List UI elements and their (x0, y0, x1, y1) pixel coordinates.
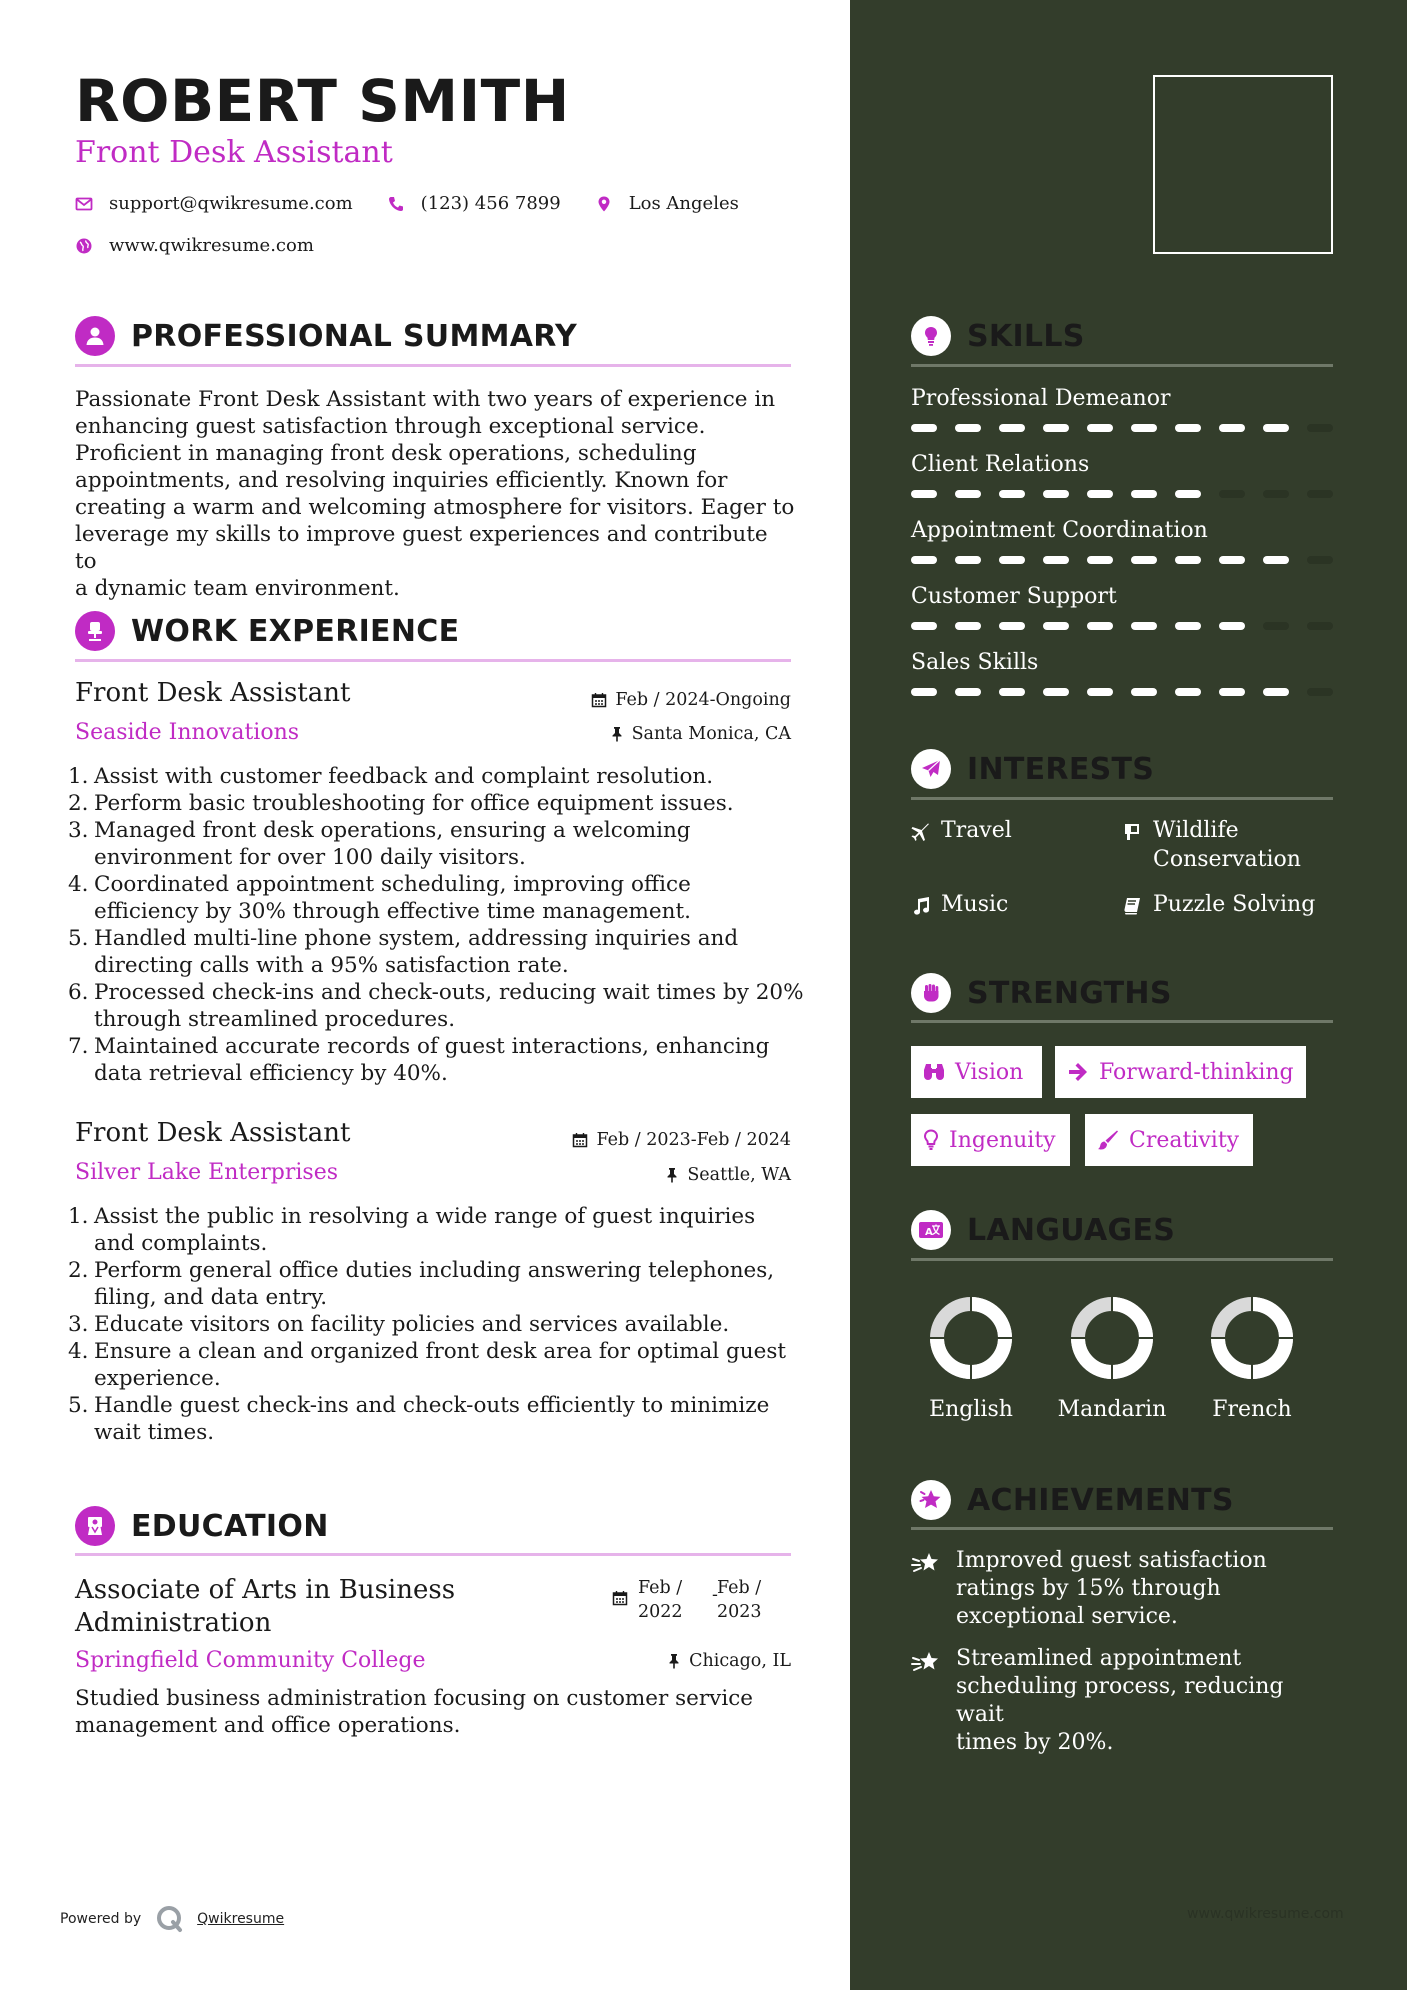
bullet-line: Perform basic troubleshooting for office equipment issues. (94, 791, 734, 816)
skill-level-bar (911, 688, 1333, 696)
achievement-line: scheduling process, reducing wait (956, 1674, 1284, 1727)
education-title: EDUCATION (131, 1508, 329, 1544)
skill-dash-filled (1043, 556, 1069, 564)
experience-title: WORK EXPERIENCE (131, 613, 460, 649)
achievement-line: Improved guest satisfaction (956, 1548, 1267, 1573)
strength-badge (1085, 1114, 1253, 1166)
skill-dash-filled (1087, 622, 1113, 630)
education-heading (75, 1506, 329, 1546)
skill-dash-empty (1263, 490, 1289, 498)
interest-label: Travel (941, 818, 1012, 843)
skill-dash-filled (955, 622, 981, 630)
skill-dash-filled (1219, 622, 1245, 630)
interest-item (1123, 890, 1315, 919)
job-bullets (68, 763, 805, 1087)
envelope-icon (75, 195, 93, 213)
svg-text:A: A (925, 1227, 933, 1238)
bullet-line: Managed front desk operations, ensuring a welcoming (94, 818, 691, 843)
summary-title: PROFESSIONAL SUMMARY (131, 318, 578, 354)
strengths-title: STRENGTHS (967, 975, 1172, 1011)
skill-level-bar (911, 490, 1333, 498)
bullet-item (68, 763, 805, 790)
bullet-number: 4. (68, 1339, 89, 1364)
job-company: Seaside Innovations (75, 720, 300, 745)
skill-dash-filled (1263, 424, 1289, 432)
skill-dash-empty (1263, 622, 1289, 630)
job-location (540, 1165, 791, 1185)
skill-dash-filled (1175, 688, 1201, 696)
globe-icon (75, 237, 93, 255)
bullet-item (68, 1257, 805, 1311)
skill-dash-filled (911, 490, 937, 498)
description-line: management and office operations. (75, 1713, 461, 1738)
footer-powered-by (60, 1904, 284, 1934)
bullet-number: 3. (68, 818, 89, 843)
education-start-date (638, 1576, 683, 1624)
bullet-line: data retrieval efficiency by 40%. (94, 1061, 448, 1086)
bullet-line: Handled multi-line phone system, addressing inquiries and (94, 926, 739, 951)
skill-dash-filled (999, 424, 1025, 432)
strength-label: Ingenuity (949, 1127, 1056, 1153)
skill-dash-filled (1263, 556, 1289, 564)
photo-placeholder (1153, 75, 1333, 254)
skill-dash-filled (999, 622, 1025, 630)
strengths-divider (911, 1020, 1333, 1023)
contact-phone[interactable] (387, 193, 561, 214)
calendar-icon (591, 692, 607, 708)
language-label: English (929, 1397, 1013, 1422)
bullet-line: wait times. (94, 1420, 215, 1445)
job-title: Front Desk Assistant (75, 678, 351, 708)
strength-label: Forward-thinking (1099, 1059, 1294, 1085)
binoculars-icon (923, 1062, 945, 1082)
bullet-line: Assist the public in resolving a wide range of guest inquiries (94, 1204, 756, 1229)
bullet-line: Coordinated appointment scheduling, improving office (94, 872, 691, 897)
interest-label: Puzzle Solving (1153, 892, 1316, 917)
skill-dash-filled (955, 556, 981, 564)
website-text: www.qwikresume.com (109, 235, 314, 256)
achievement-line: Streamlined appointment (956, 1646, 1242, 1671)
school-name: Springfield Community College (75, 1648, 426, 1673)
powered-by-text: Powered by (60, 1911, 142, 1927)
skill-dash-filled (1219, 424, 1245, 432)
job-location-text: Santa Monica, CA (631, 724, 791, 744)
translate-icon (911, 1210, 951, 1250)
bullet-number: 3. (68, 1312, 89, 1337)
skill-dash-filled (1043, 688, 1069, 696)
skill-dash-empty (1219, 490, 1245, 498)
strength-badge (911, 1046, 1042, 1098)
skill-label: Professional Demeanor (911, 386, 1171, 411)
skill-label: Sales Skills (911, 650, 1039, 675)
contact-row-1 (75, 193, 773, 214)
skill-dash-filled (1087, 490, 1113, 498)
skill-dash-filled (1175, 424, 1201, 432)
interests-heading (911, 749, 1154, 789)
location-text: Los Angeles (628, 193, 739, 214)
skill-dash-filled (1263, 688, 1289, 696)
skill-dash-filled (1175, 556, 1201, 564)
qwikresume-logo-icon (155, 1904, 185, 1934)
bullet-number: 2. (68, 1258, 89, 1283)
bullet-line: through streamlined procedures. (94, 1007, 456, 1032)
bullet-line: experience. (94, 1366, 221, 1391)
interest-item (911, 816, 1012, 845)
education-end-date (717, 1576, 762, 1624)
phone-text: (123) 456 7899 (420, 193, 561, 214)
summary-line: a dynamic team environment. (75, 576, 400, 601)
bullet-line: filing, and data entry. (94, 1285, 328, 1310)
footer-website[interactable]: www.qwikresume.com (1187, 1906, 1344, 1922)
calendar-icon (612, 1590, 628, 1606)
skill-dash-filled (1219, 556, 1245, 564)
bullet-line: Ensure a clean and organized front desk area for optimal guest (94, 1339, 786, 1364)
experience-divider (75, 659, 791, 662)
arrow-right-icon (1067, 1062, 1089, 1082)
skill-label: Client Relations (911, 452, 1090, 477)
end-month: Feb / (717, 1578, 762, 1598)
skill-dash-empty (1307, 424, 1333, 432)
plane-icon (911, 822, 931, 842)
contact-website[interactable] (75, 235, 314, 256)
skill-dash-filled (1131, 622, 1157, 630)
pushpin-icon (610, 726, 624, 742)
skill-dash-filled (911, 688, 937, 696)
end-year: 2023 (717, 1602, 762, 1622)
bullet-line: Maintained accurate records of guest interactions, enhancing (94, 1034, 770, 1059)
lightbulb-icon (911, 316, 951, 356)
skill-dash-filled (1131, 688, 1157, 696)
job-company: Silver Lake Enterprises (75, 1160, 339, 1185)
summary-line: Passionate Front Desk Assistant with two years of experience in (75, 387, 776, 412)
bullet-item (68, 871, 805, 925)
achievements-heading (911, 1480, 1234, 1520)
bullet-line: Assist with customer feedback and complaint resolution. (94, 764, 714, 789)
language-label: Mandarin (1057, 1397, 1167, 1422)
skill-dash-filled (999, 688, 1025, 696)
skill-dash-empty (1307, 622, 1333, 630)
bullet-line: Processed check-ins and check-outs, reducing wait times by 20% (94, 980, 804, 1005)
skill-dash-filled (1043, 622, 1069, 630)
strengths-heading (911, 973, 1172, 1013)
lightbulb-icon (923, 1129, 939, 1151)
calendar-icon (572, 1132, 588, 1148)
bullet-line: Perform general office duties including answering telephones, (94, 1258, 775, 1283)
bullet-item (68, 925, 805, 979)
summary-line: creating a warm and welcoming atmosphere for visitors. Eager to (75, 495, 795, 520)
achievement-icon (911, 1550, 941, 1582)
interest-label: Conservation (1153, 847, 1301, 872)
achievement-line: times by 20%. (956, 1730, 1114, 1755)
degree-title (75, 1574, 455, 1640)
job-date-text: Feb / 2023-Feb / 2024 (596, 1130, 791, 1150)
skill-level-bar (911, 622, 1333, 630)
skill-dash-filled (955, 688, 981, 696)
job-date (540, 690, 791, 710)
summary-line: appointments, and resolving inquiries efficiently. Known for (75, 468, 728, 493)
flag-icon (1123, 822, 1143, 842)
achievement-line: ratings by 15% through (956, 1576, 1221, 1601)
music-icon (911, 896, 931, 916)
job-bullets (68, 1203, 805, 1446)
skill-dash-filled (999, 556, 1025, 564)
skill-dash-filled (911, 424, 937, 432)
book-icon (1123, 896, 1143, 916)
bullet-line: Handle guest check-ins and check-outs efficiently to minimize (94, 1393, 770, 1418)
skill-dash-filled (1087, 424, 1113, 432)
skill-dash-filled (1175, 622, 1201, 630)
skill-level-bar (911, 556, 1333, 564)
job-location-text: Seattle, WA (687, 1165, 791, 1185)
bullet-line: Educate visitors on facility policies and services available. (94, 1312, 730, 1337)
bullet-item (68, 1392, 805, 1446)
skill-label: Appointment Coordination (911, 518, 1208, 543)
job-date (540, 1130, 791, 1150)
bullet-item (68, 1203, 805, 1257)
bullet-number: 7. (68, 1034, 89, 1059)
candidate-name: ROBERT SMITH (75, 67, 570, 135)
summary-divider (75, 364, 791, 367)
bullet-number: 2. (68, 791, 89, 816)
skill-dash-empty (1307, 556, 1333, 564)
skill-dash-filled (1131, 556, 1157, 564)
job-title: Front Desk Assistant (75, 1118, 351, 1148)
achievement-icon (911, 1649, 941, 1681)
star-badge-icon (911, 1480, 951, 1520)
email-text: support@qwikresume.com (109, 193, 353, 214)
language-label: French (1212, 1397, 1292, 1422)
skill-dash-filled (1043, 424, 1069, 432)
interests-divider (911, 797, 1333, 800)
description-line: Studied business administration focusing on customer service (75, 1686, 753, 1711)
start-month: Feb / (638, 1578, 683, 1598)
skill-dash-filled (955, 424, 981, 432)
phone-icon (387, 195, 405, 213)
office-chair-icon (75, 611, 115, 651)
education-divider (75, 1553, 791, 1556)
skill-dash-filled (911, 556, 937, 564)
bullet-number: 1. (68, 1204, 89, 1229)
achievements-divider (911, 1527, 1333, 1530)
job-date-text: Feb / 2024-Ongoing (615, 690, 791, 710)
summary-heading (75, 316, 577, 356)
pushpin-icon (667, 1653, 681, 1669)
strength-badge (1055, 1046, 1306, 1098)
summary-line: leverage my skills to improve guest experiences and contribute to (75, 522, 768, 574)
user-icon (75, 316, 115, 356)
skill-dash-filled (1087, 556, 1113, 564)
skill-dash-filled (1131, 490, 1157, 498)
degree-line: Administration (75, 1608, 272, 1638)
date-separator: - (712, 1585, 718, 1605)
bullet-number: 6. (68, 980, 89, 1005)
skill-dash-empty (1307, 490, 1333, 498)
shooting-star-icon (911, 1649, 941, 1677)
skill-dash-empty (1307, 688, 1333, 696)
paintbrush-icon (1097, 1129, 1119, 1151)
skill-dash-filled (911, 622, 937, 630)
skill-dash-filled (1131, 424, 1157, 432)
skill-level-bar (911, 424, 1333, 432)
interest-label: Music (941, 892, 1009, 917)
bullet-item (68, 1338, 805, 1392)
summary-line: enhancing guest satisfaction through exceptional service. (75, 414, 706, 439)
achievement-text (956, 1645, 1326, 1757)
skills-title: SKILLS (967, 318, 1085, 354)
interests-title: INTERESTS (967, 751, 1155, 787)
bullet-item (68, 979, 805, 1033)
summary-line: Proficient in managing front desk operations, scheduling (75, 441, 697, 466)
languages-divider (911, 1258, 1333, 1261)
achievement-text (956, 1547, 1316, 1631)
education-description (75, 1685, 805, 1739)
bullet-line: efficiency by 30% through effective time management. (94, 899, 691, 924)
summary-text (75, 386, 795, 602)
achievements-title: ACHIEVEMENTS (967, 1482, 1234, 1518)
skill-dash-filled (1219, 688, 1245, 696)
job-location (540, 724, 791, 744)
interest-label: Wildlife (1153, 818, 1239, 843)
shooting-star-icon (911, 1550, 941, 1578)
skill-dash-filled (955, 490, 981, 498)
interest-item (911, 890, 1008, 919)
experience-heading (75, 611, 459, 651)
achievement-line: exceptional service. (956, 1604, 1178, 1629)
pushpin-icon (665, 1167, 679, 1183)
bullet-line: directing calls with a 95% satisfaction rate. (94, 953, 569, 978)
skills-divider (911, 364, 1333, 367)
paper-plane-icon (911, 749, 951, 789)
school-location-text: Chicago, IL (689, 1651, 791, 1671)
languages-heading (911, 1210, 1175, 1250)
bullet-item (68, 1033, 805, 1087)
bullet-item (68, 790, 805, 817)
bullet-number: 1. (68, 764, 89, 789)
skills-heading (911, 316, 1085, 356)
skill-label: Customer Support (911, 584, 1117, 609)
strength-label: Creativity (1129, 1127, 1240, 1153)
contact-row-2 (75, 235, 348, 256)
languages-title: LANGUAGES (967, 1212, 1176, 1248)
fist-icon (911, 973, 951, 1013)
contact-email[interactable] (75, 193, 353, 214)
start-year: 2022 (638, 1602, 683, 1622)
map-pin-icon (595, 195, 613, 213)
contact-location (595, 193, 739, 214)
strength-label: Vision (955, 1059, 1024, 1085)
education-date-icon (612, 1590, 628, 1610)
bullet-number: 5. (68, 1393, 89, 1418)
bullet-item (68, 817, 805, 871)
skill-dash-filled (1175, 490, 1201, 498)
graduate-icon (75, 1506, 115, 1546)
candidate-role: Front Desk Assistant (75, 135, 393, 170)
interest-item (1123, 816, 1301, 874)
strength-badge (911, 1114, 1070, 1166)
degree-line: Associate of Arts in Business (75, 1575, 456, 1605)
bullet-line: environment for over 100 daily visitors. (94, 845, 526, 870)
bullet-number: 4. (68, 872, 89, 897)
bullet-number: 5. (68, 926, 89, 951)
skill-dash-filled (999, 490, 1025, 498)
bullet-item (68, 1311, 805, 1338)
school-location (540, 1651, 791, 1671)
qwikresume-link[interactable]: Qwikresume (197, 1911, 285, 1927)
skill-dash-filled (1087, 688, 1113, 696)
bullet-line: and complaints. (94, 1231, 268, 1256)
skill-dash-filled (1043, 490, 1069, 498)
